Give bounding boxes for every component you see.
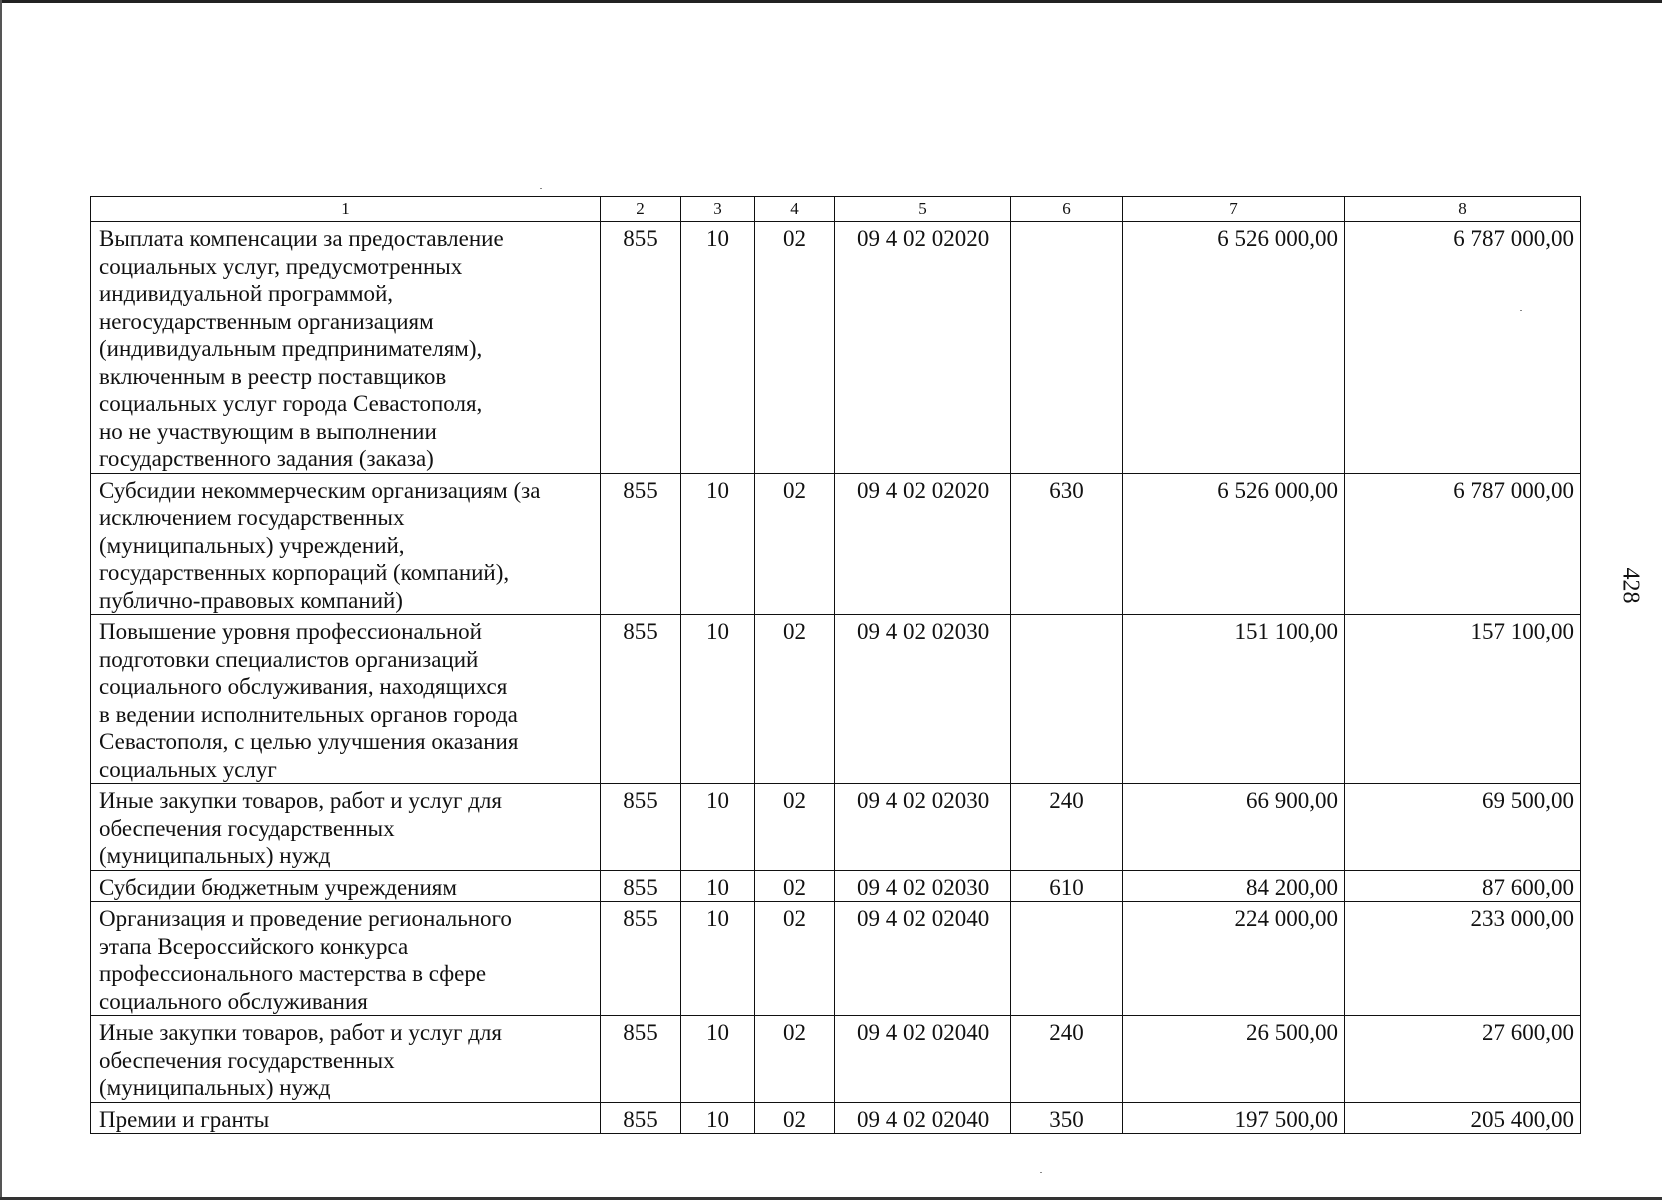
grbs-code: 855 <box>601 902 681 1016</box>
amount-year-1: 84 200,00 <box>1123 870 1345 902</box>
target-article-code: 09 4 02 02030 <box>835 784 1011 871</box>
amount-year-2: 233 000,00 <box>1345 902 1581 1016</box>
section-code: 10 <box>681 222 755 474</box>
expense-type-code: 240 <box>1011 1016 1123 1103</box>
grbs-code: 855 <box>601 615 681 784</box>
expense-type-code: 610 <box>1011 870 1123 902</box>
amount-year-1: 224 000,00 <box>1123 902 1345 1016</box>
target-article-code: 09 4 02 02020 <box>835 473 1011 615</box>
table-row <box>91 1016 1581 1103</box>
table-row <box>91 870 1581 902</box>
target-article-code: 09 4 02 02020 <box>835 222 1011 474</box>
subsection-code: 02 <box>755 1016 835 1103</box>
section-code: 10 <box>681 784 755 871</box>
amount-year-2: 157 100,00 <box>1345 615 1581 784</box>
expense-type-code <box>1011 902 1123 1016</box>
table-row <box>91 1102 1581 1134</box>
header-cell-1: 1 <box>91 197 601 222</box>
section-code: 10 <box>681 1102 755 1134</box>
expense-name: Премии и гранты <box>91 1102 601 1134</box>
expense-name: Иные закупки товаров, работ и услуг для обеспечения государственных (муниципальных) нужд <box>91 784 601 871</box>
expense-type-code <box>1011 222 1123 474</box>
table-row <box>91 473 1581 615</box>
grbs-code: 855 <box>601 870 681 902</box>
grbs-code: 855 <box>601 222 681 474</box>
scan-edge-left <box>0 0 2 1200</box>
expense-type-code <box>1011 615 1123 784</box>
expense-type-code: 240 <box>1011 784 1123 871</box>
subsection-code: 02 <box>755 870 835 902</box>
page-number: 428 <box>1617 567 1644 604</box>
scan-speck <box>1040 1172 1042 1173</box>
subsection-code: 02 <box>755 902 835 1016</box>
grbs-code: 855 <box>601 784 681 871</box>
amount-year-2: 205 400,00 <box>1345 1102 1581 1134</box>
amount-year-2: 6 787 000,00 <box>1345 473 1581 615</box>
amount-year-2: 27 600,00 <box>1345 1016 1581 1103</box>
table-row <box>91 615 1581 784</box>
header-cell-6: 6 <box>1011 197 1123 222</box>
target-article-code: 09 4 02 02030 <box>835 870 1011 902</box>
amount-year-1: 197 500,00 <box>1123 1102 1345 1134</box>
expense-name: Субсидии бюджетным учреждениям <box>91 870 601 902</box>
expense-type-code: 630 <box>1011 473 1123 615</box>
scan-speck <box>540 188 542 189</box>
scan-speck <box>1520 310 1522 311</box>
table-row <box>91 784 1581 871</box>
header-cell-8: 8 <box>1345 197 1581 222</box>
header-cell-3: 3 <box>681 197 755 222</box>
expense-name: Повышение уровня профессиональной подготовки специалистов организаций социального обслуживания, находящихся в ведении исполнительных органов города Севастополя, с целью улучшения оказания социальных услуг <box>91 615 601 784</box>
expense-name: Выплата компенсации за предоставление социальных услуг, предусмотренных индивидуальной программой, негосударственным организациям (индивидуальным предпринимателям), включенным в реестр поставщиков социальных услуг города Севастополя, но не участвующим в выполнении государственного задания (заказа) <box>91 222 601 474</box>
expense-type-code: 350 <box>1011 1102 1123 1134</box>
grbs-code: 855 <box>601 473 681 615</box>
amount-year-1: 26 500,00 <box>1123 1016 1345 1103</box>
target-article-code: 09 4 02 02040 <box>835 902 1011 1016</box>
header-cell-5: 5 <box>835 197 1011 222</box>
grbs-code: 855 <box>601 1016 681 1103</box>
target-article-code: 09 4 02 02030 <box>835 615 1011 784</box>
scan-edge-top <box>0 0 1662 3</box>
section-code: 10 <box>681 870 755 902</box>
header-row <box>91 197 1581 222</box>
grbs-code: 855 <box>601 1102 681 1134</box>
subsection-code: 02 <box>755 615 835 784</box>
header-cell-4: 4 <box>755 197 835 222</box>
budget-table <box>90 196 1581 1134</box>
amount-year-1: 6 526 000,00 <box>1123 222 1345 474</box>
subsection-code: 02 <box>755 473 835 615</box>
subsection-code: 02 <box>755 1102 835 1134</box>
amount-year-2: 87 600,00 <box>1345 870 1581 902</box>
expense-name: Субсидии некоммерческим организациям (за исключением государственных (муниципальных) учреждений, государственных корпораций (компаний), публично-правовых компаний) <box>91 473 601 615</box>
header-cell-2: 2 <box>601 197 681 222</box>
subsection-code: 02 <box>755 222 835 474</box>
header-cell-7: 7 <box>1123 197 1345 222</box>
amount-year-1: 6 526 000,00 <box>1123 473 1345 615</box>
target-article-code: 09 4 02 02040 <box>835 1102 1011 1134</box>
amount-year-1: 66 900,00 <box>1123 784 1345 871</box>
section-code: 10 <box>681 615 755 784</box>
expense-name: Иные закупки товаров, работ и услуг для обеспечения государственных (муниципальных) нужд <box>91 1016 601 1103</box>
table-row <box>91 222 1581 474</box>
expense-name: Организация и проведение регионального этапа Всероссийского конкурса профессионального мастерства в сфере социального обслуживания <box>91 902 601 1016</box>
subsection-code: 02 <box>755 784 835 871</box>
target-article-code: 09 4 02 02040 <box>835 1016 1011 1103</box>
amount-year-2: 6 787 000,00 <box>1345 222 1581 474</box>
section-code: 10 <box>681 1016 755 1103</box>
amount-year-1: 151 100,00 <box>1123 615 1345 784</box>
section-code: 10 <box>681 902 755 1016</box>
section-code: 10 <box>681 473 755 615</box>
table-row <box>91 902 1581 1016</box>
amount-year-2: 69 500,00 <box>1345 784 1581 871</box>
